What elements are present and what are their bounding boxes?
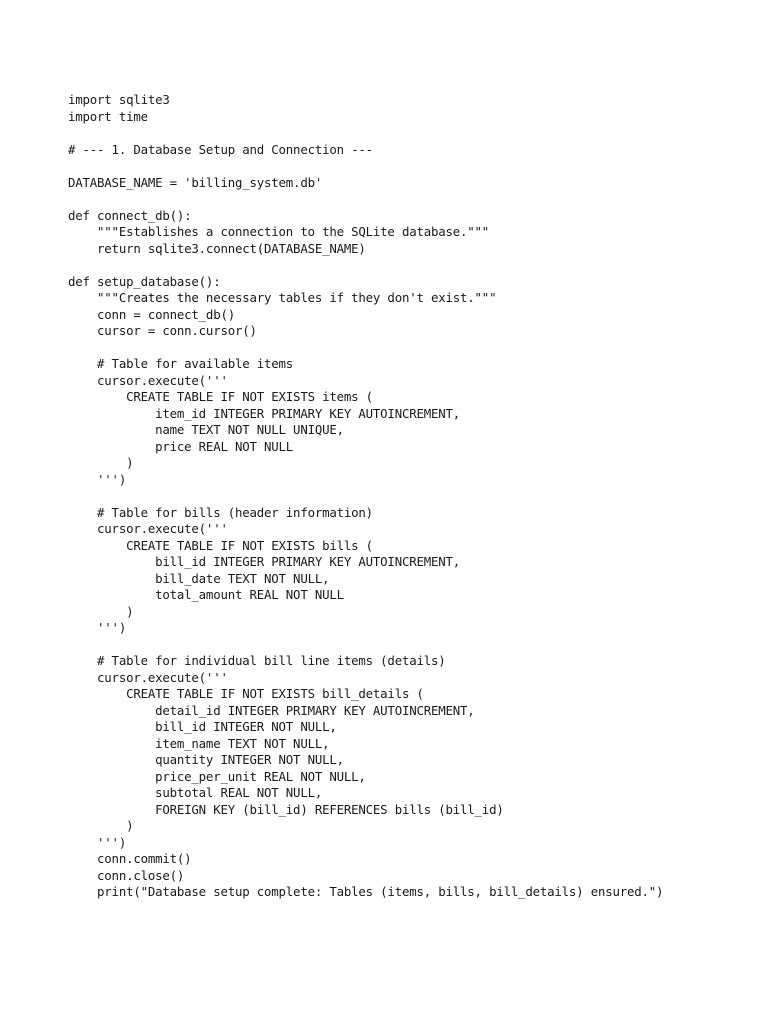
- code-line: return sqlite3.connect(DATABASE_NAME): [68, 240, 366, 256]
- code-line: '''): [68, 471, 127, 487]
- code-line: CREATE TABLE IF NOT EXISTS items (: [68, 389, 373, 404]
- code-line: CREATE TABLE IF NOT EXISTS bill_details (: [68, 686, 424, 701]
- code-line: ): [68, 603, 134, 619]
- code-line: CREATE TABLE IF NOT EXISTS bills (: [68, 537, 373, 553]
- code-line: cursor.execute(''': [68, 521, 228, 536]
- code-line: ): [68, 455, 134, 470]
- code-line: # --- 1. Database Setup and Connection ---: [68, 141, 373, 157]
- code-line: conn.commit(): [68, 851, 192, 866]
- code-line: bill_id INTEGER PRIMARY KEY AUTOINCREMENT,: [68, 554, 461, 569]
- code-line: subtotal REAL NOT NULL,: [68, 785, 323, 800]
- code-line: item_name TEXT NOT NULL,: [68, 735, 330, 751]
- code-line: '''): [68, 620, 127, 635]
- code-line: [68, 257, 663, 274]
- code-line: quantity INTEGER NOT NULL,: [68, 752, 344, 767]
- code-line: DATABASE_NAME = 'billing_system.db': [68, 174, 323, 190]
- code-line: cursor.execute(''': [68, 372, 228, 388]
- code-line: """Creates the necessary tables if they don't exist.""": [68, 290, 497, 305]
- code-line: import time: [68, 108, 148, 124]
- code-line: name TEXT NOT NULL UNIQUE,: [68, 422, 344, 437]
- code-line: bill_id INTEGER NOT NULL,: [68, 719, 337, 734]
- code-line: price_per_unit REAL NOT NULL,: [68, 768, 366, 784]
- code-line: FOREIGN KEY (bill_id) REFERENCES bills (bill_id): [68, 801, 504, 817]
- code-line: # Table for individual bill line items (details): [68, 653, 446, 668]
- code-line: [68, 488, 663, 505]
- code-line: cursor = conn.cursor(): [68, 323, 257, 338]
- code-line: [68, 637, 663, 654]
- code-line: print("Database setup complete: Tables (items, bills, bill_details) ensured."): [68, 884, 664, 899]
- code-block: [68, 92, 663, 901]
- code-line: import sqlite3: [68, 92, 170, 107]
- code-line: def connect_db():: [68, 207, 192, 223]
- code-line: item_id INTEGER PRIMARY KEY AUTOINCREMENT,: [68, 405, 461, 421]
- code-line: ): [68, 818, 134, 833]
- code-line: cursor.execute(''': [68, 669, 228, 685]
- code-line: bill_date TEXT NOT NULL,: [68, 570, 330, 586]
- code-line: conn.close(): [68, 867, 185, 883]
- code-line: """Establishes a connection to the SQLite database.""": [68, 224, 490, 239]
- code-line: detail_id INTEGER PRIMARY KEY AUTOINCREMENT,: [68, 702, 475, 718]
- code-line: # Table for available items: [68, 356, 294, 371]
- code-line: [68, 191, 663, 208]
- code-line: def setup_database():: [68, 273, 221, 289]
- code-line: [68, 340, 663, 357]
- code-line: total_amount REAL NOT NULL: [68, 587, 344, 602]
- code-line: [68, 158, 663, 175]
- code-line: price REAL NOT NULL: [68, 438, 294, 454]
- code-line: conn = connect_db(): [68, 306, 235, 322]
- code-line: [68, 125, 663, 142]
- code-line: '''): [68, 834, 127, 850]
- code-line: # Table for bills (header information): [68, 504, 373, 520]
